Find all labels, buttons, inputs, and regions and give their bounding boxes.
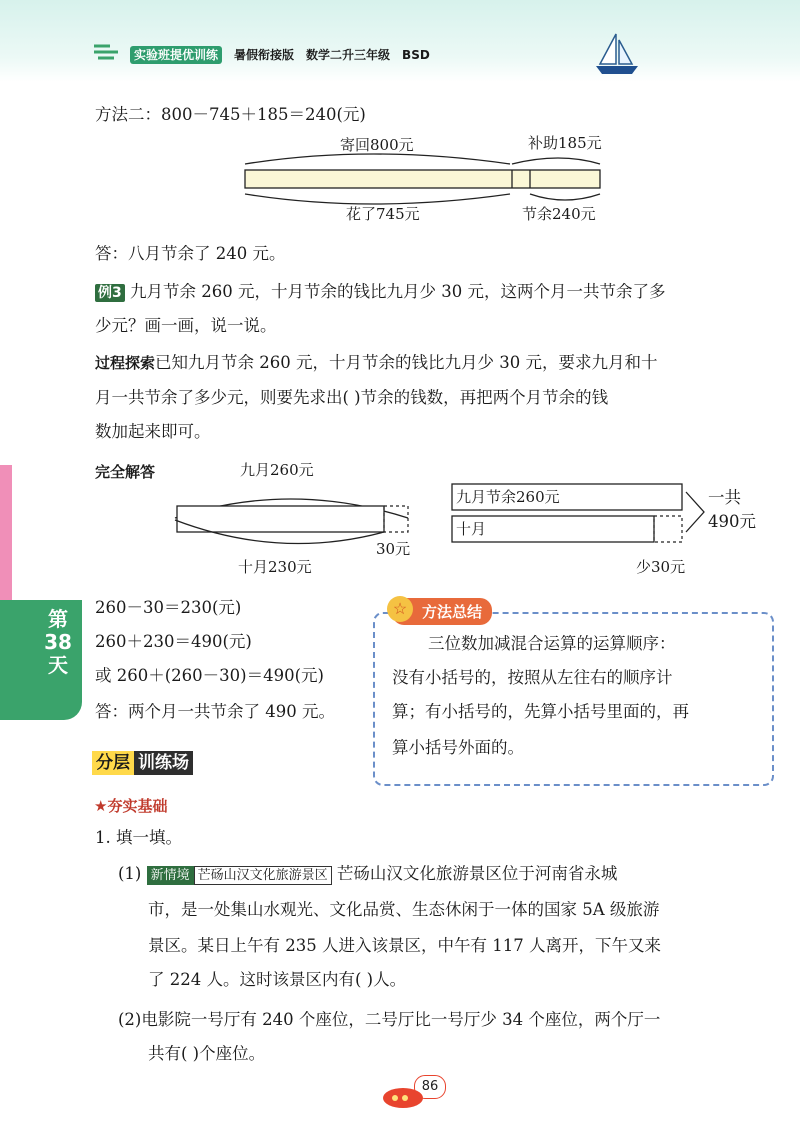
q1-p2-line2: 共有( )个座位。 <box>148 1044 266 1063</box>
summary-line4: 算小括号外面的。 <box>392 738 524 757</box>
new-context-tag: 新情境 <box>147 866 194 885</box>
q1-p2-line1: (2)电影院一号厅有 240 个座位，二号厅比一号厅少 34 个座位，两个厅一 <box>118 1010 661 1029</box>
section-heading <box>92 748 193 773</box>
q1-p1-line1 <box>118 866 617 883</box>
solution-calc3: 或 260＋(260－30)＝490(元) <box>95 666 324 685</box>
solution-calc1: 260－30＝230(元) <box>95 598 242 617</box>
q1-p1-text1: 芒砀山汉文化旅游景区位于河南省永城 <box>336 864 618 883</box>
series-name: 实验班提优训练 <box>130 46 222 64</box>
star-icon: ☆ <box>387 596 413 622</box>
example3-line2: 少元？画一画，说一说。 <box>95 316 277 335</box>
day-tab-label: 第38天 <box>44 607 72 677</box>
method2-answer: 答：八月节余了 240 元。 <box>95 244 286 263</box>
star-bullet-icon: ★ <box>94 797 108 815</box>
subject: 数学二升三年级 <box>306 48 391 62</box>
solution-left-bottom: 十月230元 <box>238 558 312 576</box>
solution-total-b: 490元 <box>708 512 756 531</box>
q1-p1-line3: 景区。某日上午有 235 人进入该景区，中午有 117 人离开，下午又来 <box>148 936 661 955</box>
method2-line: 方法二：800－745＋185＝240(元) <box>95 105 366 124</box>
solution-answer: 答：两个月一共节余了 490 元。 <box>95 702 335 721</box>
q1-p1-line2: 市，是一处集山水观光、文化品赏、生态休闲于一体的国家 5A 级旅游 <box>148 900 660 919</box>
q1-title: 1. 填一填。 <box>95 828 182 847</box>
context-place: 芒砀山汉文化旅游景区 <box>194 866 332 885</box>
example3-line1 <box>95 284 665 301</box>
subsection-heading <box>94 795 167 816</box>
solution-calc2: 260＋230＝490(元) <box>95 632 252 651</box>
q1-p1-line4: 了 224 人。这时该景区内有( )人。 <box>148 970 407 989</box>
sailboat-icon <box>592 30 642 80</box>
page-number: 86 <box>414 1075 446 1099</box>
explore-line2: 月一共节余了多少元，则要先求出( )节余的钱数，再把两个月节余的钱 <box>95 388 609 407</box>
subsection-label: 夯实基础 <box>107 797 168 815</box>
example3-tag: 例3 <box>95 284 125 302</box>
solution-label: 完全解答 <box>95 463 156 481</box>
method2-bottom-left: 花了745元 <box>346 205 420 223</box>
summary-line2: 没有小括号的，按照从左往右的顺序计 <box>392 668 673 687</box>
solution-left-top: 九月260元 <box>240 461 314 479</box>
explore-line1 <box>95 355 657 372</box>
summary-line3: 算；有小括号的，先算小括号里面的，再 <box>392 702 689 721</box>
section-part-a: 分层 <box>92 751 134 775</box>
solution-oct: 十月 <box>456 520 487 538</box>
series-logo-icon <box>92 40 122 64</box>
method2-top-right: 补助185元 <box>528 134 602 152</box>
explore-text1: 已知九月节余 260 元，十月节余的钱比九月少 30 元，要求九月和十 <box>155 353 658 372</box>
solution-total-a: 一共 <box>708 488 741 507</box>
solution-left-diff: 30元 <box>376 540 411 558</box>
q1-p1-num: (1) <box>118 864 142 883</box>
method-summary-title: 方法总结 <box>392 598 492 625</box>
summary-line1: 三位数加减混合运算的运算顺序： <box>428 634 676 653</box>
publisher: BSD <box>402 48 430 62</box>
method2-top-left: 寄回800元 <box>340 136 414 154</box>
method2-bottom-right: 节余240元 <box>522 205 596 223</box>
header-title <box>130 46 442 63</box>
solution-less: 少30元 <box>636 558 686 576</box>
side-marker <box>0 465 12 600</box>
section-part-b: 训练场 <box>134 751 193 775</box>
solution-sept: 九月节余260元 <box>456 488 560 506</box>
edition: 暑假衔接版 <box>234 48 295 62</box>
explore-line3: 数加起来即可。 <box>95 422 211 441</box>
explore-label: 过程探索 <box>95 354 156 372</box>
example3-text1: 九月节余 260 元，十月节余的钱比九月少 30 元，这两个月一共节余了多 <box>130 282 666 301</box>
